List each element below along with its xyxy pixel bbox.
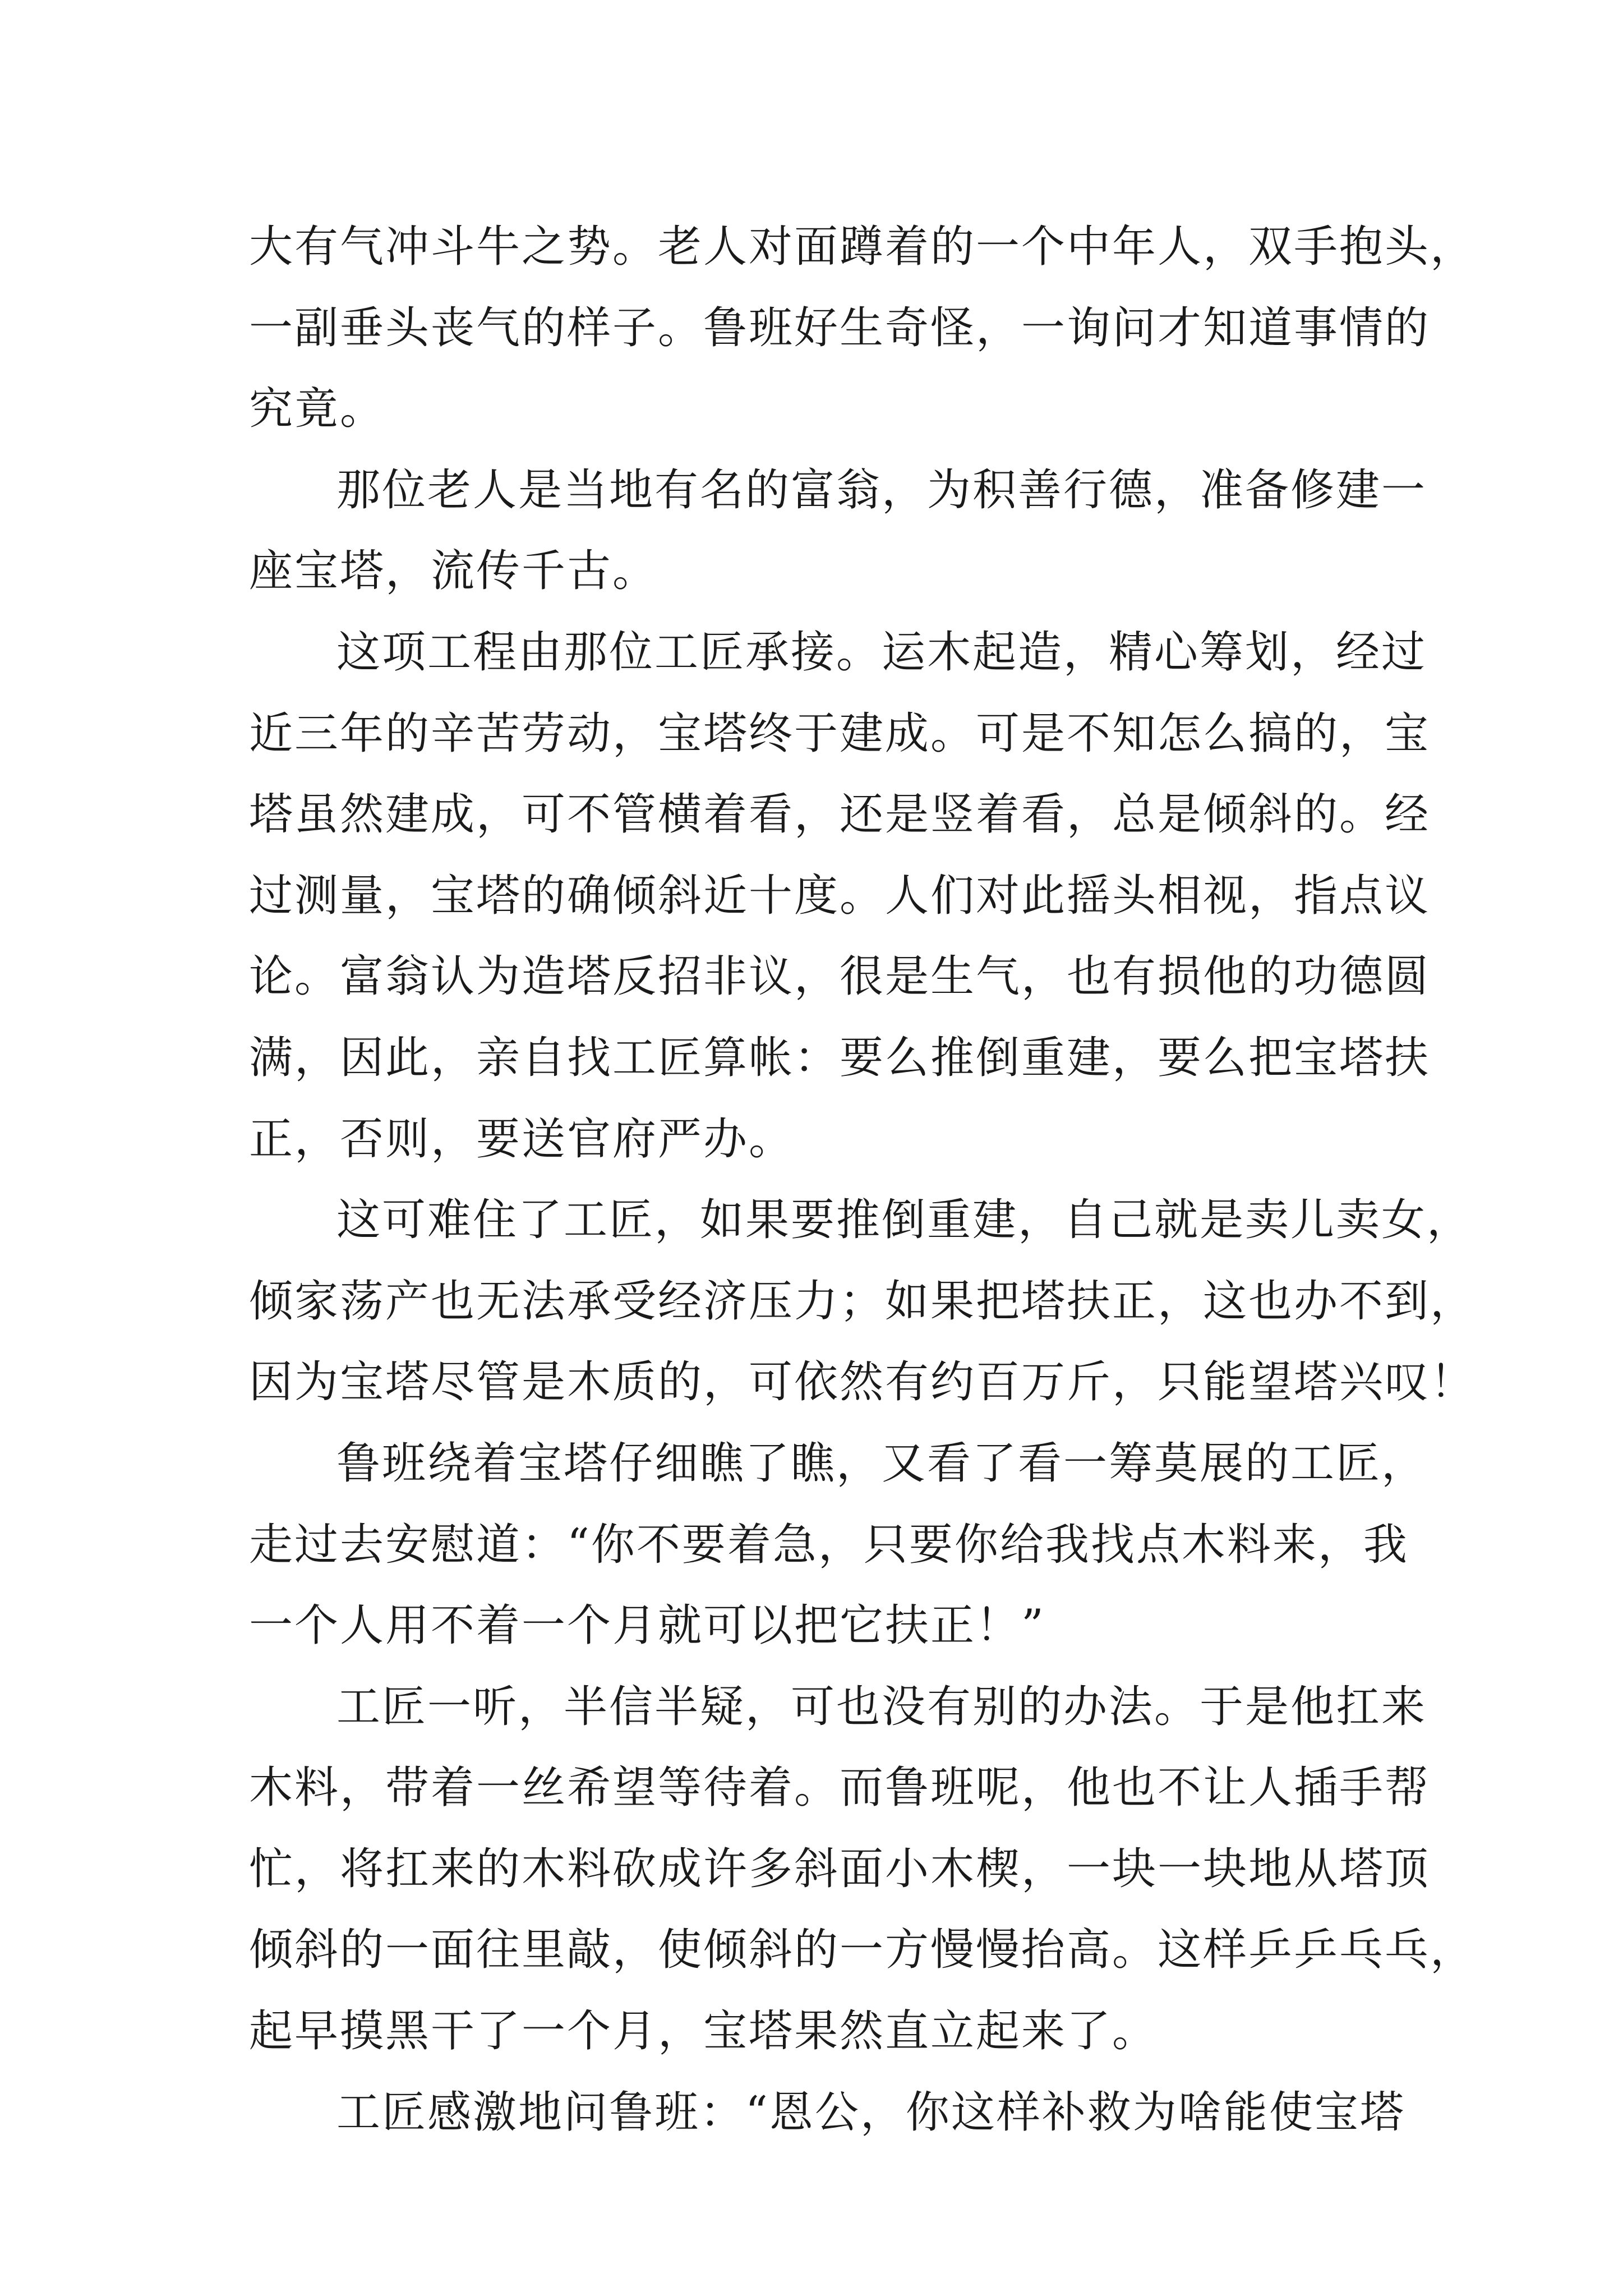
paragraph-4 — [249, 1180, 1476, 1423]
text-line: 倾斜的一面往里敲，使倾斜的一方慢慢抬高。这样乒乒乓乓， — [249, 1925, 1476, 1976]
paragraph-5 — [249, 1423, 1427, 1667]
paragraph-1 — [249, 206, 1476, 450]
text-line: 这可难住了工匠，如果要推倒重建，自己就是卖儿卖女， — [336, 1195, 1473, 1246]
paragraph-2 — [249, 450, 1427, 612]
text-line: 一个人用不着一个月就可以把它扶正！” — [249, 1600, 1045, 1651]
text-line: 起早摸黑干了一个月，宝塔果然直立起来了。 — [249, 2006, 1158, 2057]
text-line: 倾家荡产也无法承受经济压力；如果把塔扶正，这也办不到， — [249, 1276, 1476, 1327]
paragraph-7 — [249, 2072, 1405, 2154]
text-line: 塔虽然建成，可不管横着看，还是竖着看，总是倾斜的。经 — [249, 789, 1431, 840]
text-line: 走过去安慰道：“你不要着急，只要你给我找点木料来，我 — [249, 1519, 1409, 1570]
text-line: 一副垂头丧气的样子。鲁班好生奇怪，一询问才知道事情的 — [249, 302, 1431, 353]
text-line: 大有气冲斗牛之势。老人对面蹲着的一个中年人，双手抱头， — [249, 222, 1476, 272]
text-line: 座宝塔，流传千古。 — [249, 546, 658, 597]
text-line: 工匠感激地问鲁班：“恩公，你这样补救为啥能使宝塔 — [336, 2087, 1405, 2138]
text-line: 鲁班绕着宝塔仔细瞧了瞧，又看了看一筹莫展的工匠， — [336, 1438, 1427, 1489]
paragraph-3 — [249, 612, 1431, 1180]
text-line: 忙，将扛来的木料砍成许多斜面小木楔，一块一块地从塔顶 — [249, 1843, 1431, 1894]
text-line: 那位老人是当地有名的富翁，为积善行德，准备修建一 — [336, 464, 1427, 516]
text-line: 工匠一听，半信半疑，可也没有别的办法。于是他扛来 — [336, 1681, 1427, 1732]
text-line: 近三年的辛苦劳动，宝塔终于建成。可是不知怎么搞的，宝 — [249, 708, 1431, 759]
body-text — [249, 206, 1476, 2153]
text-line: 满，因此，亲自找工匠算帐：要么推倒重建，要么把宝塔扶 — [249, 1032, 1431, 1083]
text-line: 究竟。 — [249, 384, 386, 435]
text-line: 论。富翁认为造塔反招非议，很是生气，也有损他的功德圆 — [249, 951, 1431, 1002]
text-line: 这项工程由那位工匠承接。运木起造，精心筹划，经过 — [336, 627, 1427, 678]
text-line: 因为宝塔尽管是木质的，可依然有约百万斤，只能望塔兴叹！ — [249, 1357, 1476, 1408]
text-line: 木料，带着一丝希望等待着。而鲁班呢，他也不让人插手帮 — [249, 1763, 1431, 1814]
text-line: 正，否则，要送官府严办。 — [249, 1114, 795, 1165]
text-line: 过测量，宝塔的确倾斜近十度。人们对此摇头相视，指点议 — [249, 870, 1431, 921]
paragraph-6 — [249, 1667, 1476, 2072]
